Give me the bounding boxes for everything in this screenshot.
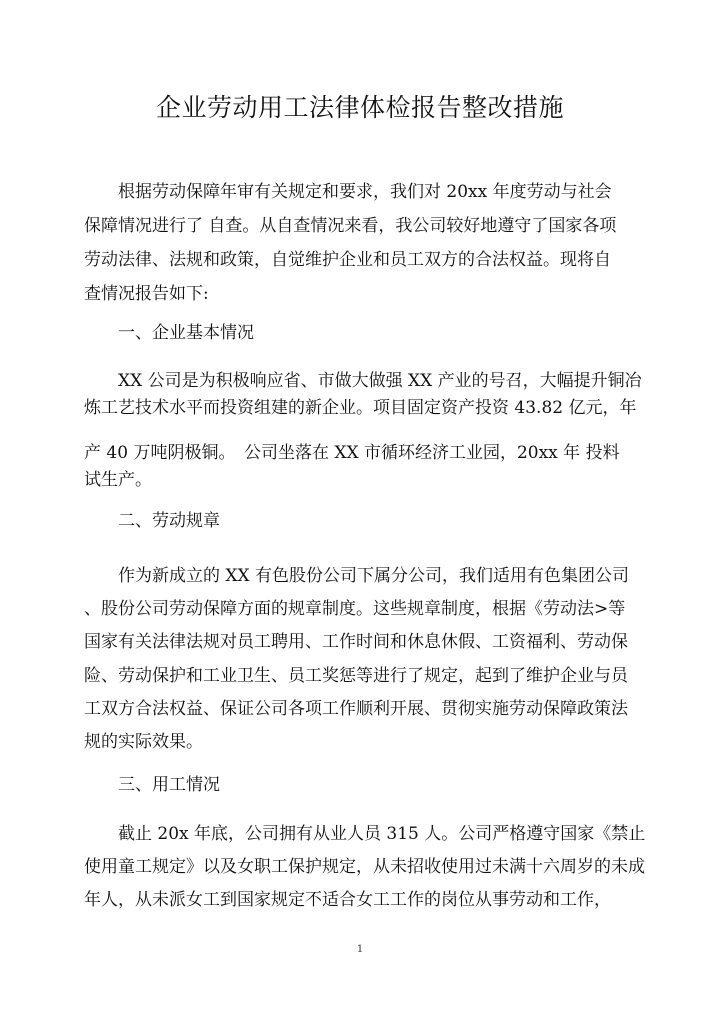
- body-line: 作为新成立的 XX 有色股份公司下属分公司，我们适用有色集团公司: [84, 566, 630, 586]
- body-line: 根据劳动保障年审有关规定和要求，我们对 20xx 年度劳动与社会: [84, 182, 612, 202]
- page-number: 1: [356, 944, 364, 955]
- section-heading: 三、用工情况: [84, 775, 220, 795]
- body-line: 炼工艺技术水平而投资组建的新企业。项目固定资产投资 43.82 亿元，年: [84, 398, 637, 418]
- body-line: 查情况报告如下:: [84, 284, 209, 304]
- body-line: 规的实际效果。: [84, 732, 203, 752]
- body-line: 劳动法律、法规和政策，自觉维护企业和员工双方的合法权益。现将自: [84, 250, 611, 270]
- document-title: 企业劳动用工法律体检报告整改措施: [155, 93, 564, 122]
- section-heading: 二、劳动规章: [84, 511, 220, 531]
- body-line: 险、劳动保护和工业卫生、员工奖惩等进行了规定，起到了维护企业与员: [84, 666, 628, 686]
- body-line: 工双方合法权益、保证公司各项工作顺利开展、贯彻实施劳动保障政策法: [84, 699, 628, 719]
- body-line: 使用童工规定》以及女职工保护规定，从未招收使用过未满十六周岁的未成: [84, 857, 645, 877]
- body-line: 试生产。: [84, 470, 152, 490]
- body-line: 、股份公司劳动保障方面的规章制度。这些规章制度，根据《劳动法>等: [84, 599, 626, 619]
- body-line: 截止 20x 年底，公司拥有从业人员 315 人。公司严格遵守国家《禁止: [84, 824, 646, 844]
- body-line: 保障情况进行了 自查。从自查情况来看，我公司较好地遵守了国家各项: [84, 216, 617, 236]
- body-line: XX 公司是为积极响应省、市做大做强 XX 产业的号召，大幅提升铜冶: [84, 371, 642, 391]
- body-line: 产 40 万吨阴极铜。 公司坐落在 XX 市循环经济工业园，20xx 年 投料: [84, 443, 620, 463]
- body-line: 年人，从未派女工到国家规定不适合女工工作的岗位从事劳动和工作，: [84, 890, 611, 910]
- section-heading: 一、企业基本情况: [84, 323, 254, 343]
- body-line: 国家有关法律法规对员工聘用、工作时间和休息休假、工资福利、劳动保: [84, 632, 628, 652]
